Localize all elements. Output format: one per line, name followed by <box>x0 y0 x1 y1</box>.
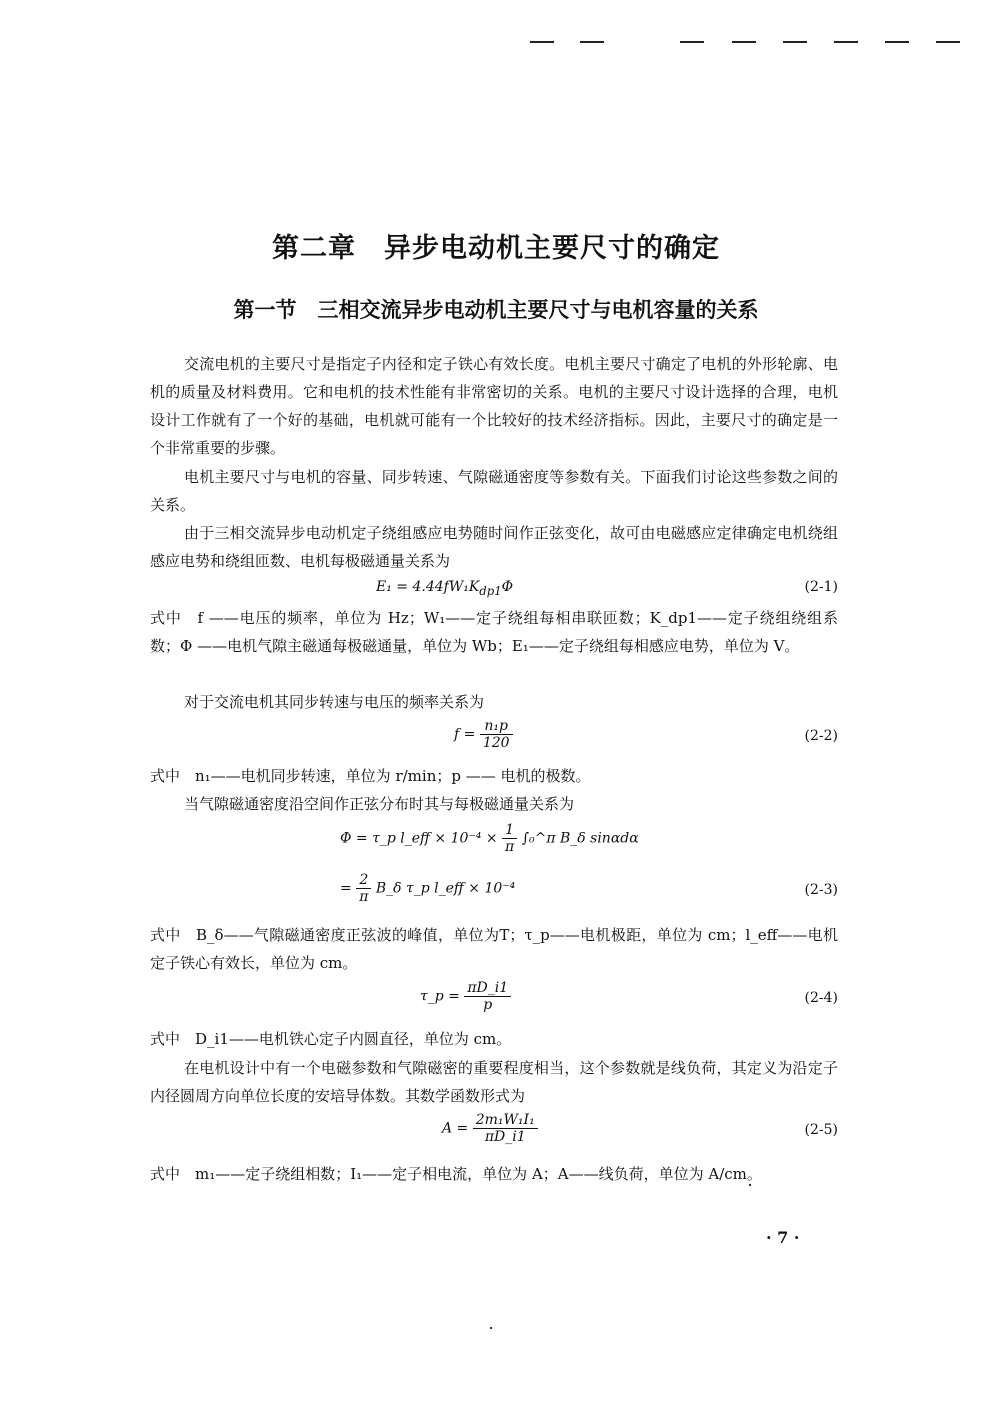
section-title: 第一节 三相交流异步电动机主要尺寸与电机容量的关系 <box>233 297 759 322</box>
paragraph: 式中 B_δ——气隙磁通密度正弦波的峰值，单位为T；τ_p——电机极距，单位为 cm；l_eff——电机定子铁心有效长，单位为 cm。 <box>150 926 838 972</box>
equation-tail: B_δ τ_p l_eff × 10⁻⁴ <box>375 880 516 897</box>
equation-number: (2-5) <box>804 1122 838 1138</box>
fraction <box>356 872 371 905</box>
paragraph: 当气隙磁通密度沿空间作正弦分布时其与每极磁通量关系为 <box>184 795 575 813</box>
page-number: · 7 · <box>766 1228 800 1247</box>
fraction-numerator: n₁p <box>480 718 513 735</box>
fraction-numerator: 2 <box>356 872 371 889</box>
equation-2-2 <box>150 718 838 758</box>
paragraph: 式中 n₁——电机同步转速，单位为 r/min；p —— 电机的极数。 <box>150 767 591 785</box>
scan-speck <box>749 1184 751 1186</box>
equation-lead: = <box>340 880 357 897</box>
fraction <box>480 718 513 751</box>
scan-speck <box>490 1327 492 1329</box>
equation-2-4 <box>150 980 838 1020</box>
header-rule <box>580 41 604 43</box>
paragraph: 交流电机的主要尺寸是指定子内径和定子铁心有效长度。电机主要尺寸确定了电机的外形轮廓、电机的质量及材料费用。它和电机的技术性能有非常密切的关系。电机的主要尺寸设计选择的合理，电机设计工作就有了一个好的基础，电机就可能有一个比较好的技术经济指标。因此，主要尺寸的确定是一个非常重要的步骤。 <box>150 355 838 457</box>
equation-lhs: τ_p = <box>420 988 460 1005</box>
equation-lhs: f = <box>454 726 476 743</box>
paragraph: 式中 m₁——定子绕组相数；I₁——定子相电流，单位为 A；A——线负荷，单位为 A/cm。 <box>150 1165 762 1183</box>
header-rule <box>732 41 756 43</box>
fraction-numerator: 1 <box>502 822 517 839</box>
fraction-denominator: π <box>359 889 369 905</box>
fraction <box>464 980 511 1013</box>
chapter-title: 第二章 异步电动机主要尺寸的确定 <box>272 233 720 264</box>
header-rule <box>530 41 554 43</box>
equation-2-5 <box>150 1112 838 1152</box>
paragraph: 由于三相交流异步电动机定子绕组感应电势随时间作正弦变化，故可由电磁感应定律确定电机绕组感应电势和绕组匝数、电机每极磁通量关系为 <box>150 524 838 570</box>
header-rule <box>885 41 909 43</box>
equation-subscript: dp1 <box>479 583 502 598</box>
paragraph: 式中 f ——电压的频率，单位为 Hz；W₁——定子绕组每相串联匝数；K_dp1——定子绕组绕组系数；Φ ——电机气隙主磁通每极磁通量，单位为 Wb；E₁——定子绕组每相感应电势，单位为 V。 <box>150 609 838 655</box>
equation-2-3-line2 <box>150 872 838 912</box>
paragraph: 电机主要尺寸与电机的容量、同步转速、气隙磁通密度等参数有关。下面我们讨论这些参数之间的关系。 <box>150 468 838 514</box>
fraction-numerator: 2m₁W₁I₁ <box>473 1112 538 1129</box>
equation-tail: ∫₀^π B_δ sinαdα <box>521 830 639 847</box>
fraction <box>502 822 517 855</box>
equation-number: (2-1) <box>804 579 838 595</box>
fraction-denominator: 120 <box>482 735 510 751</box>
equation-lhs: Φ = τ_p l_eff × 10⁻⁴ × <box>340 830 503 847</box>
equation-tail: Φ <box>501 579 514 595</box>
fraction-denominator: π <box>505 839 515 855</box>
equation-number: (2-3) <box>804 882 838 898</box>
fraction-denominator: πD_i1 <box>484 1129 526 1145</box>
header-rule <box>783 41 807 43</box>
equation-number: (2-4) <box>804 990 838 1006</box>
paragraph: 在电机设计中有一个电磁参数和气隙磁密的重要程度相当，这个参数就是线负荷，其定义为沿定子内径圆周方向单位长度的安培导体数。其数学函数形式为 <box>150 1059 838 1105</box>
equation-2-3-line1 <box>150 822 838 862</box>
fraction <box>473 1112 538 1145</box>
paragraph: 式中 D_i1——电机铁心定子内圆直径，单位为 cm。 <box>150 1030 512 1048</box>
equation-number: (2-2) <box>804 728 838 744</box>
equation-lhs: E₁ = 4.44fW₁K <box>376 579 480 595</box>
header-rule <box>936 41 960 43</box>
header-rule <box>680 41 704 43</box>
paragraph: 对于交流电机其同步转速与电压的频率关系为 <box>184 693 485 711</box>
fraction-denominator: p <box>483 997 493 1013</box>
header-rule <box>834 41 858 43</box>
equation-lhs: A = <box>442 1120 469 1137</box>
fraction-numerator: πD_i1 <box>464 980 511 997</box>
